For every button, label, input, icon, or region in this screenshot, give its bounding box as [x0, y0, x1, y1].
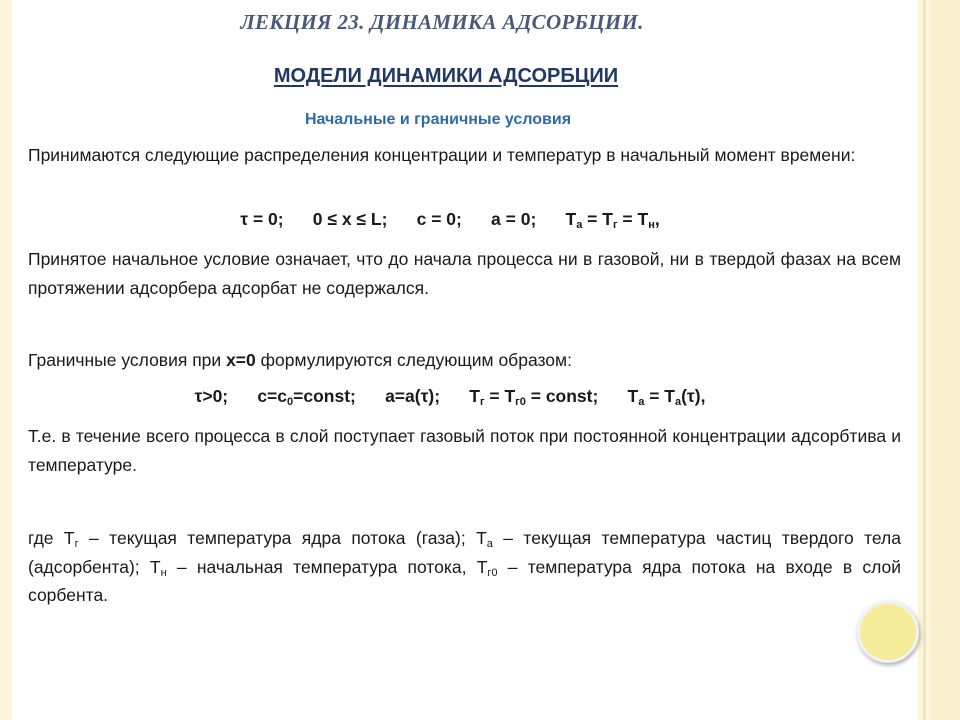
paragraph-boundary-conditions: Граничные условия при x=0 формулируются следующим образом:	[28, 350, 572, 370]
paragraph-ie-explanation: Т.е. в течение всего процесса в слой поступает газовый поток при постоянной концентрации адсорбтива и температуре.	[28, 426, 901, 475]
left-frame-strip	[0, 0, 12, 720]
formula-term: τ = 0;	[240, 209, 284, 229]
section-title: МОДЕЛИ ДИНАМИКИ АДСОРБЦИИ	[273, 65, 619, 87]
paragraph-initial-distribution: Принимаются следующие распределения концентрации и температур в начальный момент времени:	[28, 145, 856, 165]
right-frame-line	[923, 0, 926, 720]
subsection-title: Начальные и граничные условия	[304, 111, 572, 128]
decorative-circle	[857, 601, 919, 663]
formula-term: 0 ≤ x ≤ L;	[312, 209, 388, 229]
formula-term: $c=c_0=const$;	[257, 386, 356, 408]
lecture-title: ЛЕКЦИЯ 23. ДИНАМИКА АДСОРБЦИИ.	[240, 10, 644, 34]
formula-term: $T_а = T_г = T_н$,	[565, 209, 660, 231]
formula-term: τ>0;	[194, 386, 229, 406]
paragraph-initial-meaning: Принятое начальное условие означает, что до начала процесса ни в газовой, ни в твердой фазах на всем протяжении адсорбера адсорбат не содержался.	[28, 249, 901, 298]
paragraph-notation: где $T_г$ – текущая температура ядра потока (газа); $T_а$ – текущая температура частиц твердого тела (адсорбента); $T_н$ – начальная температура потока, $T_{г0}$ – температура ядра потока на входе в слой сорбента.	[28, 528, 902, 605]
formula-term: $T_а = T_а(\tau)$,	[627, 386, 706, 408]
formula-term: a = 0;	[491, 209, 537, 229]
formula-term: c = 0;	[416, 209, 462, 229]
formula-term: $T_г = T_{г0}$ = const;	[469, 386, 599, 408]
formula-initial-conditions	[0, 209, 900, 230]
formula-term: a=a(τ);	[385, 386, 441, 406]
right-frame-panel	[930, 0, 960, 720]
formula-boundary-conditions	[0, 386, 900, 407]
